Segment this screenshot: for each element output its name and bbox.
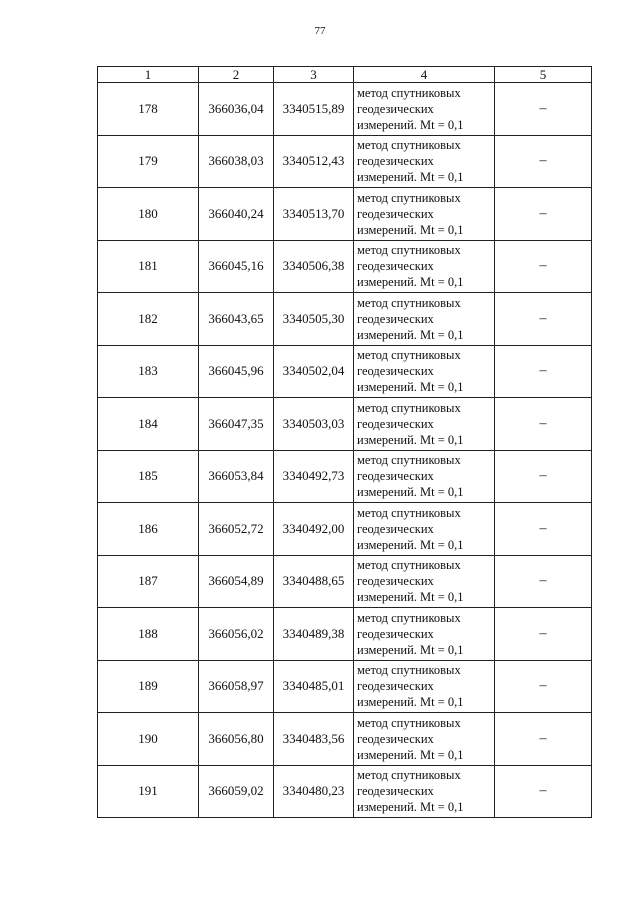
method-cell: метод спутниковых геодезических измерений. Mt = 0,1	[354, 345, 495, 398]
note-cell: –	[495, 503, 592, 556]
method-cell: метод спутниковых геодезических измерений. Mt = 0,1	[354, 188, 495, 241]
header-col-4: 4	[354, 67, 495, 83]
table-row	[98, 660, 592, 713]
method-cell: метод спутниковых геодезических измерений. Mt = 0,1	[354, 660, 495, 713]
table-row	[98, 345, 592, 398]
coordinate-x-cell: 366038,03	[199, 135, 274, 188]
table-row	[98, 188, 592, 241]
note-cell: –	[495, 765, 592, 818]
coordinate-x-cell: 366043,65	[199, 293, 274, 346]
method-cell: метод спутниковых геодезических измерений. Mt = 0,1	[354, 293, 495, 346]
table-row	[98, 713, 592, 766]
method-cell: метод спутниковых геодезических измерений. Mt = 0,1	[354, 555, 495, 608]
coordinate-y-cell: 3340480,23	[274, 765, 354, 818]
method-cell: метод спутниковых геодезических измерений. Mt = 0,1	[354, 83, 495, 136]
coordinate-y-cell: 3340506,38	[274, 240, 354, 293]
coordinate-x-cell: 366040,24	[199, 188, 274, 241]
coordinate-x-cell: 366056,02	[199, 608, 274, 661]
point-number-cell: 191	[98, 765, 199, 818]
note-cell: –	[495, 555, 592, 608]
header-col-3: 3	[274, 67, 354, 83]
point-number-cell: 188	[98, 608, 199, 661]
coordinate-y-cell: 3340505,30	[274, 293, 354, 346]
coordinate-y-cell: 3340515,89	[274, 83, 354, 136]
point-number-cell: 181	[98, 240, 199, 293]
table-row	[98, 765, 592, 818]
point-number-cell: 184	[98, 398, 199, 451]
note-cell: –	[495, 83, 592, 136]
method-cell: метод спутниковых геодезических измерений. Mt = 0,1	[354, 135, 495, 188]
coordinate-x-cell: 366052,72	[199, 503, 274, 556]
coordinate-y-cell: 3340485,01	[274, 660, 354, 713]
table-row	[98, 293, 592, 346]
table-row	[98, 608, 592, 661]
coordinate-y-cell: 3340503,03	[274, 398, 354, 451]
coordinate-y-cell: 3340512,43	[274, 135, 354, 188]
header-row	[98, 67, 592, 83]
coordinate-x-cell: 366059,02	[199, 765, 274, 818]
method-cell: метод спутниковых геодезических измерений. Mt = 0,1	[354, 398, 495, 451]
table-header	[98, 67, 592, 83]
note-cell: –	[495, 713, 592, 766]
coordinate-y-cell: 3340513,70	[274, 188, 354, 241]
point-number-cell: 189	[98, 660, 199, 713]
point-number-cell: 182	[98, 293, 199, 346]
point-number-cell: 190	[98, 713, 199, 766]
coordinate-x-cell: 366045,16	[199, 240, 274, 293]
table-row	[98, 398, 592, 451]
method-cell: метод спутниковых геодезических измерений. Mt = 0,1	[354, 713, 495, 766]
point-number-cell: 178	[98, 83, 199, 136]
note-cell: –	[495, 345, 592, 398]
method-cell: метод спутниковых геодезических измерений. Mt = 0,1	[354, 608, 495, 661]
point-number-cell: 185	[98, 450, 199, 503]
note-cell: –	[495, 608, 592, 661]
header-col-5: 5	[495, 67, 592, 83]
table-row	[98, 503, 592, 556]
table-body	[98, 83, 592, 818]
table-row	[98, 83, 592, 136]
coordinate-x-cell: 366045,96	[199, 345, 274, 398]
note-cell: –	[495, 188, 592, 241]
coordinate-x-cell: 366053,84	[199, 450, 274, 503]
note-cell: –	[495, 240, 592, 293]
point-number-cell: 186	[98, 503, 199, 556]
coordinate-x-cell: 366036,04	[199, 83, 274, 136]
note-cell: –	[495, 450, 592, 503]
coordinate-y-cell: 3340502,04	[274, 345, 354, 398]
coordinate-y-cell: 3340492,00	[274, 503, 354, 556]
note-cell: –	[495, 660, 592, 713]
header-col-2: 2	[199, 67, 274, 83]
coordinate-x-cell: 366056,80	[199, 713, 274, 766]
coordinate-x-cell: 366047,35	[199, 398, 274, 451]
method-cell: метод спутниковых геодезических измерений. Mt = 0,1	[354, 765, 495, 818]
point-number-cell: 187	[98, 555, 199, 608]
point-number-cell: 179	[98, 135, 199, 188]
note-cell: –	[495, 398, 592, 451]
note-cell: –	[495, 293, 592, 346]
table-row	[98, 450, 592, 503]
table-row	[98, 135, 592, 188]
coordinate-x-cell: 366058,97	[199, 660, 274, 713]
table-row	[98, 555, 592, 608]
coordinates-table	[97, 66, 592, 818]
coordinate-y-cell: 3340483,56	[274, 713, 354, 766]
note-cell: –	[495, 135, 592, 188]
header-col-1: 1	[98, 67, 199, 83]
method-cell: метод спутниковых геодезических измерений. Mt = 0,1	[354, 450, 495, 503]
table-row	[98, 240, 592, 293]
page-number: 77	[314, 25, 326, 37]
point-number-cell: 183	[98, 345, 199, 398]
coordinate-y-cell: 3340492,73	[274, 450, 354, 503]
coordinate-y-cell: 3340489,38	[274, 608, 354, 661]
coordinate-x-cell: 366054,89	[199, 555, 274, 608]
method-cell: метод спутниковых геодезических измерений. Mt = 0,1	[354, 503, 495, 556]
point-number-cell: 180	[98, 188, 199, 241]
coordinate-y-cell: 3340488,65	[274, 555, 354, 608]
method-cell: метод спутниковых геодезических измерений. Mt = 0,1	[354, 240, 495, 293]
